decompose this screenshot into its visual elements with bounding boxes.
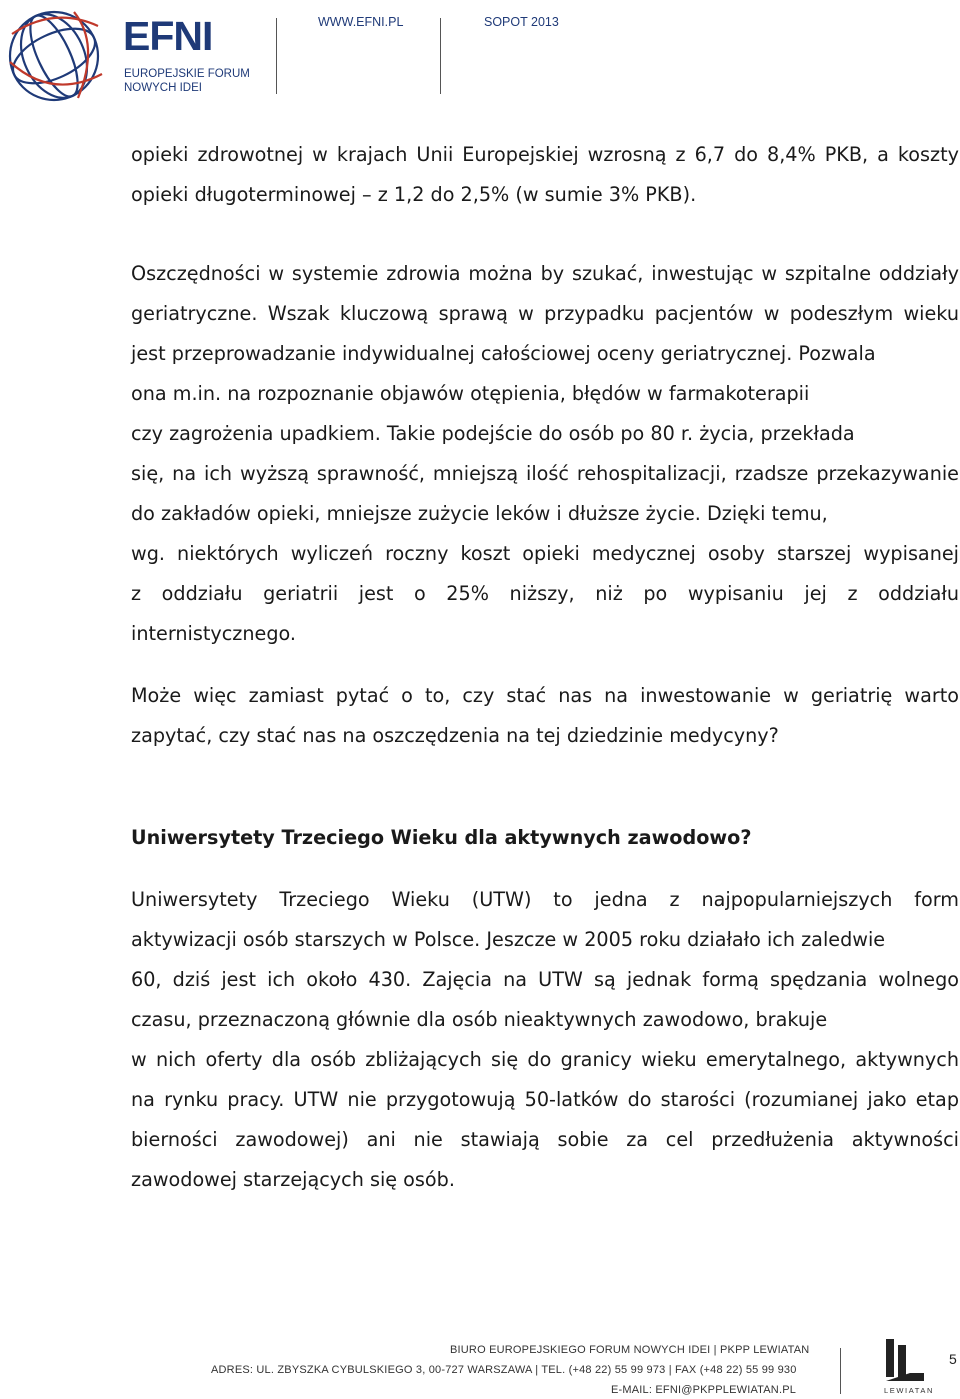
lewiatan-wordmark: LEWIATAN <box>884 1386 935 1395</box>
text-line: 60, dziś jest ich około 430. Zajęcia na UTW są jednak formą spędzania wolnego <box>131 968 959 991</box>
text-line: jest przeprowadzanie indywidualnej całościowej oceny geriatrycznej. Pozwala <box>131 342 876 365</box>
text-line: czy zagrożenia upadkiem. Takie podejście do osób po 80 r. życia, przekłada <box>131 422 855 445</box>
document-body <box>131 135 959 1200</box>
paragraph <box>131 880 959 1200</box>
text-line: opieki zdrowotnej w krajach Unii Europejskiej wzrosną z 6,7 do 8,4% PKB, a koszty <box>131 143 959 166</box>
footer-office: BIURO EUROPEJSKIEGO FORUM NOWYCH IDEI | PKPP LEWIATAN <box>450 1344 810 1356</box>
paragraph <box>131 135 959 215</box>
footer-email: E-MAIL: EFNI@PKPPLEWIATAN.PL <box>611 1384 797 1396</box>
text-line: Oszczędności w systemie zdrowia można by szukać, inwestując w szpitalne oddziały <box>131 262 959 285</box>
text-line: internistycznego. <box>131 622 297 645</box>
text-line: na rynku pracy. UTW nie przygotowują 50-latków do starości (rozumianej jako etap <box>131 1088 959 1111</box>
header-event: SOPOT 2013 <box>484 15 559 29</box>
paragraph <box>131 676 959 756</box>
text-line: aktywizacji osób starszych w Polsce. Jeszcze w 2005 roku działało ich zaledwie <box>131 928 886 951</box>
text-line: Uniwersytety Trzeciego Wieku (UTW) to jedna z najpopularniejszych form <box>131 888 959 911</box>
text-line: geriatryczne. Wszak kluczową sprawą w przypadku pacjentów w podeszłym wieku <box>131 302 959 325</box>
lewiatan-logo-icon <box>880 1337 930 1387</box>
text-line: czasu, przeznaczoną głównie dla osób nieaktywnych zawodowo, brakuje <box>131 1008 828 1031</box>
header-website: WWW.EFNI.PL <box>318 15 404 29</box>
text-line: wg. niektórych wyliczeń roczny koszt opieki medycznej osoby starszej wypisanej <box>131 542 959 565</box>
text-line: się, na ich wyższą sprawność, mniejszą ilość rehospitalizacji, rzadsze przekazywanie <box>131 462 959 485</box>
page-number: 5 <box>949 1351 957 1367</box>
paragraph <box>131 254 959 654</box>
header-divider <box>440 18 441 94</box>
brand-name: EFNI <box>123 13 213 59</box>
brand-subtitle <box>124 67 250 95</box>
footer-address: ADRES: UL. ZBYSZKA CYBULSKIEGO 3, 00-727 WARSZAWA | TEL. (+48 22) 55 99 973 | FAX (+48 22) 55 99 930 <box>211 1364 797 1376</box>
text-line: zawodowej starzejących się osób. <box>131 1168 455 1191</box>
text-line: ona m.in. na rozpoznanie objawów otępienia, błędów w farmakoterapii <box>131 382 810 405</box>
text-line: opieki długoterminowej – z 1,2 do 2,5% (w sumie 3% PKB). <box>131 183 697 206</box>
efni-globe-logo-icon <box>4 4 112 104</box>
text-line: do zakładów opieki, mniejsze zużycie leków i dłuższe życie. Dzięki temu, <box>131 502 828 525</box>
text-line: Może więc zamiast pytać o to, czy stać nas na inwestowanie w geriatrię warto <box>131 684 959 707</box>
text-line: w nich oferty dla osób zbliżających się do granicy wieku emerytalnego, aktywnych <box>131 1048 959 1071</box>
brand-subtitle-line: NOWYCH IDEI <box>124 82 202 94</box>
section-heading: Uniwersytety Trzeciego Wieku dla aktywnych zawodowo? <box>131 826 752 849</box>
footer-divider <box>840 1348 841 1394</box>
header-divider <box>276 18 277 94</box>
page-header <box>0 0 960 105</box>
text-line: zapytać, czy stać nas na oszczędzenia na tej dziedzinie medycyny? <box>131 724 779 747</box>
brand-subtitle-line: EUROPEJSKIE FORUM <box>124 68 250 80</box>
text-line: z oddziału geriatrii jest o 25% niższy, niż po wypisaniu jej z oddziału <box>131 582 959 605</box>
text-line: bierności zawodowej) ani nie stawiają sobie za cel przedłużenia aktywności <box>131 1128 959 1151</box>
